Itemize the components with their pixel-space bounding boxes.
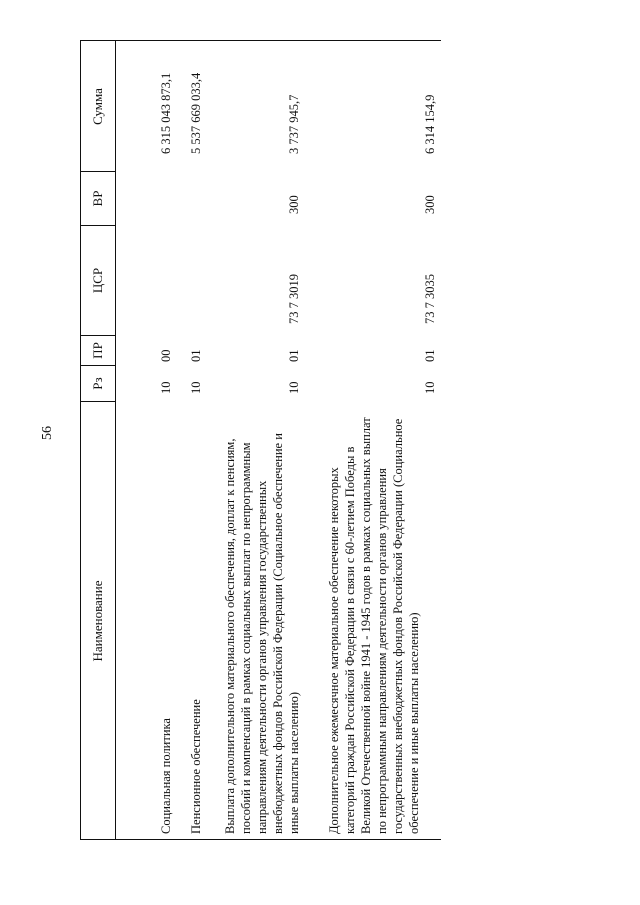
row-csr: 73 7 3035: [423, 274, 437, 324]
page-number: 56: [40, 426, 55, 440]
header-pr: ПР: [80, 336, 115, 366]
row-rz: 10: [189, 381, 203, 394]
header-vr: ВР: [80, 172, 115, 226]
header-sum: Сумма: [80, 42, 115, 172]
row-name: Социальная политика: [159, 718, 173, 834]
row-vr: 300: [423, 195, 437, 214]
row-name: Выплата дополнительного материального обеспечения, доплат к пенсиям, пособий и компенсаций в рамках социальных выплат по непрограммным направлениям деятельности органов управления государственных внебюджетных фондов Российской Федерации (Социальное обеспечение и иные выплаты населению): [223, 433, 301, 834]
row-pr: 01: [287, 349, 301, 362]
row-sum: 6 315 043 873,1: [159, 72, 173, 154]
row-csr: 73 7 3019: [287, 274, 301, 324]
row-sum: 6 314 154,9: [423, 94, 437, 154]
header-rz: Рз: [80, 366, 115, 402]
budget-table: [80, 40, 440, 840]
row-rz: 10: [423, 381, 437, 394]
header-name: Наименование: [89, 580, 105, 662]
header-csr: ЦСР: [80, 226, 115, 336]
row-rz: 10: [287, 381, 301, 394]
row-name: Пенсионное обеспечение: [189, 699, 203, 834]
row-pr: 01: [423, 349, 437, 362]
row-pr: 01: [189, 349, 203, 362]
row-sum: 5 537 669 033,4: [189, 72, 203, 154]
row-name: Дополнительное ежемесячное материальное обеспечение некоторых категорий граждан Российской Федерации в связи с 60-летием Победы в Великой Отечественной войне 1941 - 1945 годов в рамках социальных выплат по непрограммным направлениям деятельности органов управления государственных внебюджетных фондов Российской Федерации (Социальное обеспечение и иные выплаты населению): [327, 417, 421, 834]
row-rz: 10: [159, 381, 173, 394]
row-sum: 3 737 945,7: [287, 94, 301, 154]
table-header: [80, 40, 116, 840]
row-vr: 300: [287, 195, 301, 214]
row-pr: 00: [159, 349, 173, 362]
